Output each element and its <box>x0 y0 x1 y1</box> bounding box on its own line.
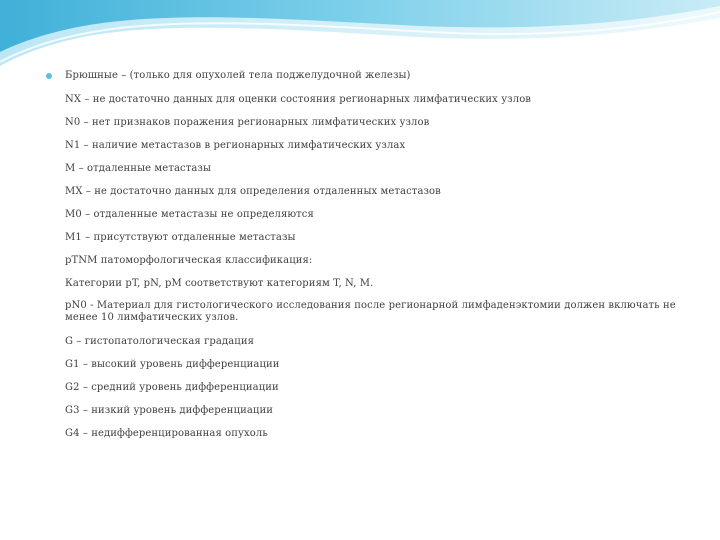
text-line-nx: NX – не достаточно данных для оценки состояния регионарных лимфатических узлов <box>65 94 532 105</box>
text-line-n1: N1 – наличие метастазов в регионарных лимфатических узлах <box>65 140 406 151</box>
text-line-g: G – гистопатологическая градация <box>65 336 255 347</box>
text-line-g3: G3 – низкий уровень дифференциации <box>65 405 273 416</box>
text-line-categories: Категории pT, pN, pM соответствуют категориям T, N, M. <box>65 278 374 289</box>
text-line-m0: M0 – отдаленные метастазы не определяются <box>65 209 314 220</box>
text-line-n0: N0 – нет признаков поражения регионарных лимфатических узлов <box>65 117 430 128</box>
text-line-m1: M1 – присутствуют отдаленные метастазы <box>65 232 296 243</box>
text-line-pn0: pN0 - Материал для гистологического исследования после регионарной лимфаденэктомии должен включать не менее 10 лимфатических узлов. <box>65 300 676 323</box>
bullet-text: Брюшные – (только для опухолей тела поджелудочной железы) <box>65 70 411 81</box>
text-line-g4: G4 – недифференцированная опухоль <box>65 428 268 439</box>
text-line-ptnm: pTNM патоморфологическая классификация: <box>65 255 313 266</box>
text-line-g1: G1 – высокий уровень дифференциации <box>65 359 280 370</box>
text-line-m: M – отдаленные метастазы <box>65 163 212 174</box>
text-line-mx: MX – не достаточно данных для определения отдаленных метастазов <box>65 186 441 197</box>
text-line-g2: G2 – средний уровень дифференциации <box>65 382 279 393</box>
bullet-icon <box>46 73 52 79</box>
